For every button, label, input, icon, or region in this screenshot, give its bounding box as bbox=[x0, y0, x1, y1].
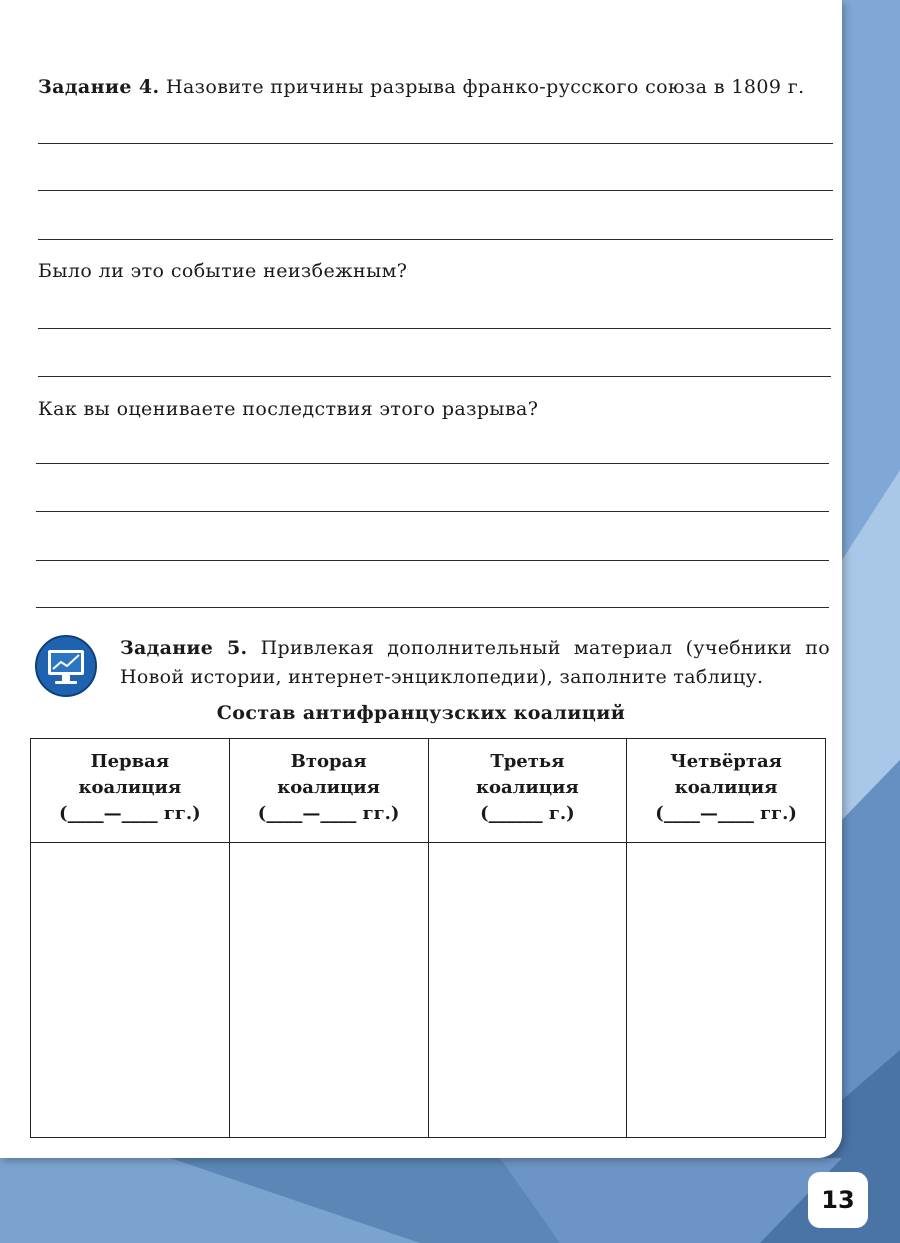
column-name: Вторая bbox=[290, 751, 367, 772]
column-years: (____—____ гг.) bbox=[655, 803, 797, 824]
task4-question-3: Как вы оцениваете последствия этого разрыва? bbox=[38, 398, 539, 420]
table-cell[interactable] bbox=[31, 843, 230, 1138]
column-name: Первая bbox=[90, 751, 170, 772]
table-row bbox=[31, 843, 826, 1138]
task4-question bbox=[38, 76, 805, 98]
task5-label: Задание 5. bbox=[120, 637, 248, 659]
answer-line[interactable] bbox=[36, 511, 829, 512]
column-name: Четвёртая bbox=[670, 751, 782, 772]
table-header-row bbox=[31, 739, 826, 843]
column-years: (____—____ гг.) bbox=[257, 803, 400, 824]
column-name: Третья bbox=[490, 751, 565, 772]
answer-line[interactable] bbox=[38, 376, 831, 377]
task4-label: Задание 4. bbox=[38, 76, 160, 98]
column-header bbox=[428, 739, 627, 843]
table-caption: Состав антифранцузских коалиций bbox=[216, 702, 626, 724]
task5-instruction bbox=[120, 634, 830, 692]
column-sub: коалиция bbox=[277, 777, 380, 798]
answer-line[interactable] bbox=[36, 607, 829, 608]
column-header bbox=[229, 739, 428, 843]
task4-question-2: Было ли это событие неизбежным? bbox=[38, 260, 408, 282]
table-cell[interactable] bbox=[229, 843, 428, 1138]
answer-line[interactable] bbox=[36, 463, 829, 464]
column-sub: коалиция bbox=[476, 777, 579, 798]
coalitions-table bbox=[30, 738, 826, 1138]
column-sub: коалиция bbox=[674, 777, 778, 798]
table-cell[interactable] bbox=[428, 843, 627, 1138]
answer-line[interactable] bbox=[36, 560, 829, 561]
answer-line[interactable] bbox=[38, 143, 833, 144]
column-header bbox=[627, 739, 826, 843]
table-cell[interactable] bbox=[627, 843, 826, 1138]
column-years: (______ г.) bbox=[480, 803, 575, 824]
column-header bbox=[31, 739, 230, 843]
column-sub: коалиция bbox=[78, 777, 182, 798]
page-number: 13 bbox=[808, 1172, 868, 1228]
task5-text: Привлекая дополнительный материал (учебники по Новой истории, интернет-энциклопедии), заполните таблицу. bbox=[120, 637, 830, 688]
answer-line[interactable] bbox=[38, 239, 833, 240]
computer-monitor-icon bbox=[34, 634, 98, 698]
answer-line[interactable] bbox=[38, 190, 833, 191]
column-years: (____—____ гг.) bbox=[59, 803, 201, 824]
task4-text: Назовите причины разрыва франко-русского союза в 1809 г. bbox=[159, 76, 805, 98]
answer-line[interactable] bbox=[38, 328, 831, 329]
